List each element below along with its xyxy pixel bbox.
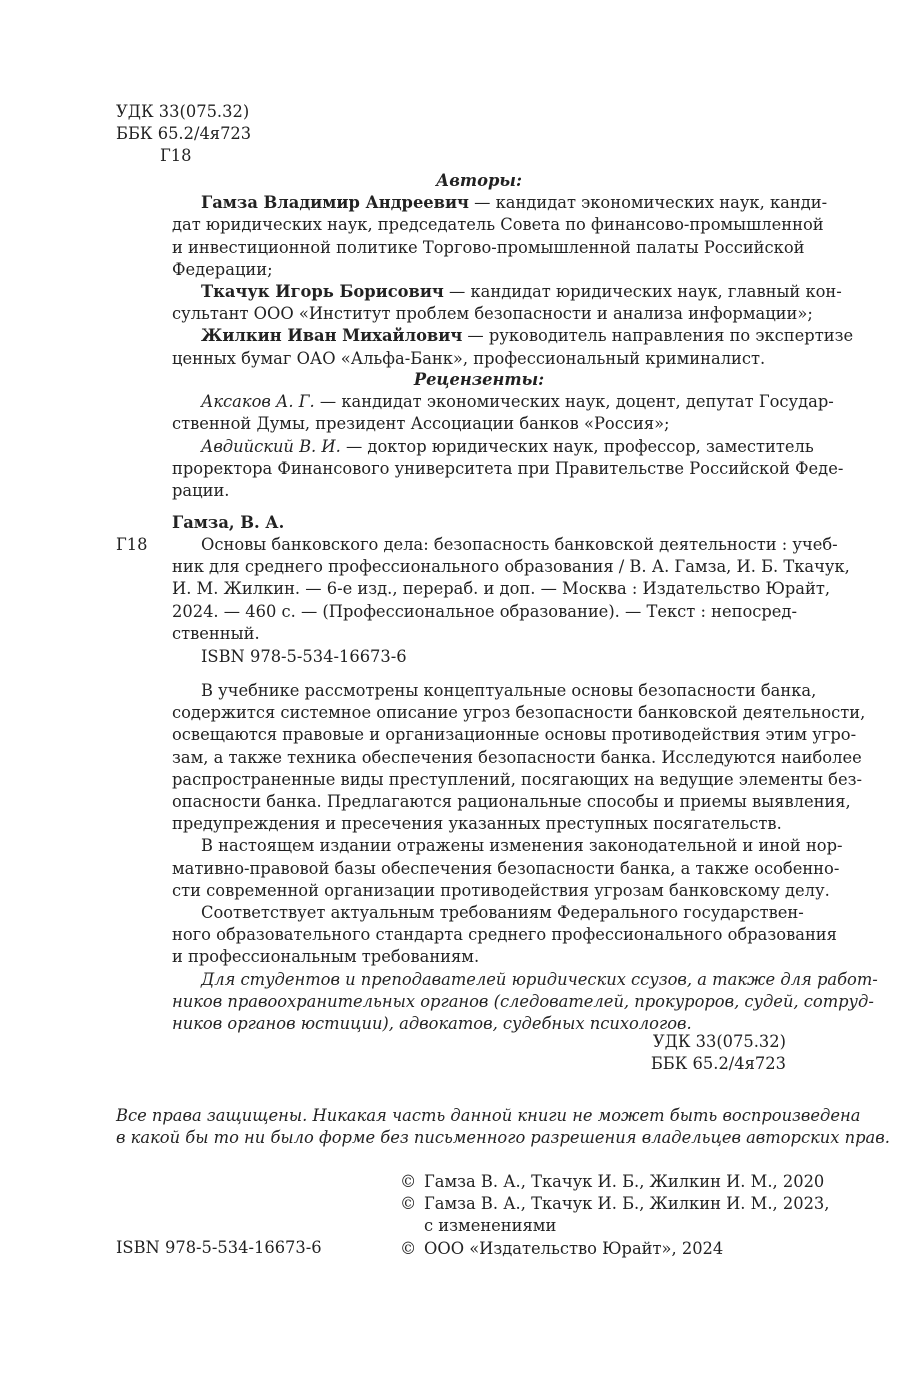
copyright-icon: © [400,1194,417,1214]
reviewer-entry: Авдийский В. И. — доктор юридических наук, профессор, заместитель проректора Финансового университета при Правительстве Российской Феде- рации. [172,436,844,501]
author-name: Ткачук Игорь Борисович [201,282,444,302]
copyright-icon: © [400,1238,417,1258]
biblio-isbn: ISBN 978-5-534-16673-6 [201,647,407,666]
abstract [172,680,878,1035]
reviewer-name: Авдийский В. И. [201,436,341,456]
author-entry: Ткачук Игорь Борисович — кандидат юридических наук, главный кон- сультант ООО «Институт проблем безопасности и анализа информации»; [172,282,842,324]
authors-section [172,170,854,370]
author-name: Гамза Владимир Андреевич [201,193,469,213]
rights-notice: Все права защищены. Никакая часть данной книги не может быть воспроизведена в какой бы то ни было форме без письменного разрешения владельцев авторских прав. [116,1106,890,1148]
copyright-line: © ООО «Издательство Юрайт», 2024 [400,1238,800,1260]
copyright-line-continuation: с изменениями [424,1216,557,1236]
reviewers-section [172,369,844,502]
bbk-bottom: ББК 65.2/4я723 [650,1054,786,1073]
udk-top: УДК 33(075.32) [116,102,250,121]
authors-header: Авторы: [435,171,522,190]
author-entry: Гамза Владимир Андреевич — кандидат экономических наук, канди- дат юридических наук, председатель Совета по финансово-промышленной и инвестиционной политике Торгово-промышленной палаты Российской Федерации; [172,193,828,279]
copyright-line: © Гамза В. А., Ткачук И. Б., Жилкин И. М., 2020 [400,1171,800,1193]
udk-bottom: УДК 33(075.32) [652,1032,786,1051]
author-name: Жилкин Иван Михайлович [201,326,463,346]
footer-isbn: ISBN 978-5-534-16673-6 [116,1238,322,1257]
copyright-line: © Гамза В. А., Ткачук И. Б., Жилкин И. М., 2023, [400,1193,800,1215]
reviewer-entry: Аксаков А. Г. — кандидат экономических наук, доцент, депутат Государ- ственной Думы, президент Ассоциации банков «Россия»; [172,392,834,434]
reviewers-header: Рецензенты: [413,370,545,389]
copyright-icon: © [400,1172,417,1191]
abstract-paragraph: Соответствует актуальным требованиям Федерального государствен- ного образовательного стандарта среднего профессионального образования и профессиональным требованиям. [172,903,837,967]
abstract-paragraph: В настоящем издании отражены изменения законодательной и иной нор- мативно-правовой базы обеспечения безопасности банка, а также особенно- сти современной организации противодействия угрозам банковскому делу. [172,836,843,900]
reviewer-name: Аксаков А. Г. [201,392,315,412]
audience-paragraph: Для студентов и преподавателей юридических ссузов, а также для работ- ников правоохранительных органов (следователей, прокуроров, судей, сотруд- ников органов юстиции), адвокатов, судебных психологов. [172,969,878,1034]
copyright-list [400,1171,830,1260]
biblio-code: Г18 [116,535,148,554]
bbk-top: ББК 65.2/4я723 [116,124,252,143]
abstract-paragraph: В учебнике рассмотрены концептуальные основы безопасности банка, содержится системное описание угроз безопасности банковской деятельности, освещаются правовые и организационные основы противодействия этим угро- зам, а также техника обеспечения безопасности банка. Исследуются наиболее распространенные виды преступлений, посягающих на ведущие элементы без- опасности банка. Предлагаются рациональные способы и приемы выявления, предупреждения и пресечения указанных преступных посягательств. [172,681,866,834]
author-entry: Жилкин Иван Михайлович — руководитель направления по экспертизе ценных бумаг ОАО «Альфа-Банк», профессиональный криминалист. [172,326,854,368]
biblio-author: Гамза, В. А. [172,513,285,532]
author-code-top: Г18 [160,146,192,165]
biblio-description: Основы банковского дела: безопасность банковской деятельности : учеб- ник для среднего профессионального образования / В. А. Гамза, И. Б. Ткачук, И. М. Жилкин. — 6-е изд., перераб. и доп. — Москва : Издательство Юрайт, 2024. — 460 с. — (Профессиональное образование). — Текст : непосред- ственный. [172,535,850,643]
